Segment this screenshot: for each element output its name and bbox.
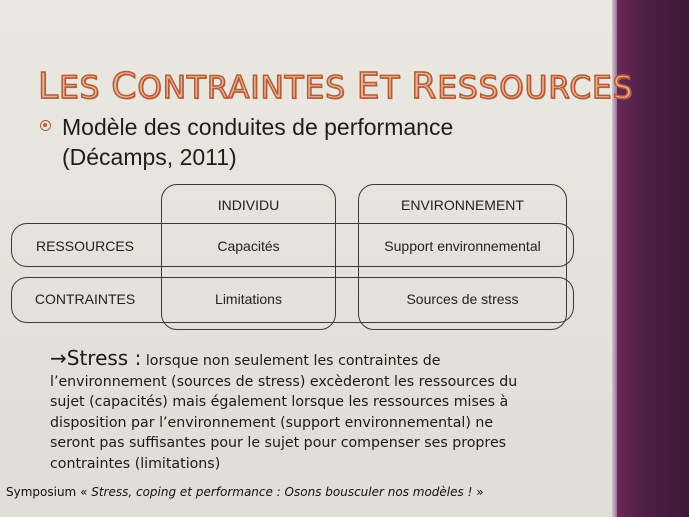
stress-line-3: sujet (capacités) mais également lorsque les ressources mises à [50,394,509,411]
stress-paragraph [50,348,590,475]
stress-line-5: seront pas suffisantes pour le sujet pour compenser ses propres [50,435,507,452]
bullet-line-1: Modèle des conduites de performance [62,114,454,140]
stress-line-6: contraintes (limitations) [50,455,221,472]
col-header-individu: INDIVIDU [217,197,280,213]
cell-sources-de-stress: Sources de stress [406,291,519,307]
row-label-contraintes: CONTRAINTES [34,291,136,307]
circle-bullet-icon [40,120,51,131]
col-header-environnement: ENVIRONNEMENT [401,197,524,213]
bullet-line-2: (Décamps, 2011) [62,144,237,170]
footer-prefix: Symposium « [6,485,92,499]
footer-suffix: » [472,485,484,499]
stress-line-4: disposition par l’environnement (support environnemental) ne [50,414,494,431]
stress-line-1: lorsque non seulement les contraintes de [145,353,441,369]
footer-symposium-title: Stress, coping et performance : Osons bousculer nos modèles ! [91,485,473,499]
slide-title [38,66,633,107]
stress-lead: Stress : [66,346,142,370]
bullet-item [40,112,600,172]
arrow-icon: → [50,346,67,370]
cell-support-environnemental: Support environnemental [384,238,541,254]
cell-limitations: Limitations [215,291,282,307]
slide-title-text: LES CONTRAINTES ET RESSOURCES [38,66,634,107]
footer-caption [6,485,484,499]
stress-line-2: l’environnement (sources de stress) excèderont les ressources du [50,373,518,390]
row-label-ressources: RESSOURCES [35,238,135,254]
cell-capacites: Capacités [217,238,280,254]
